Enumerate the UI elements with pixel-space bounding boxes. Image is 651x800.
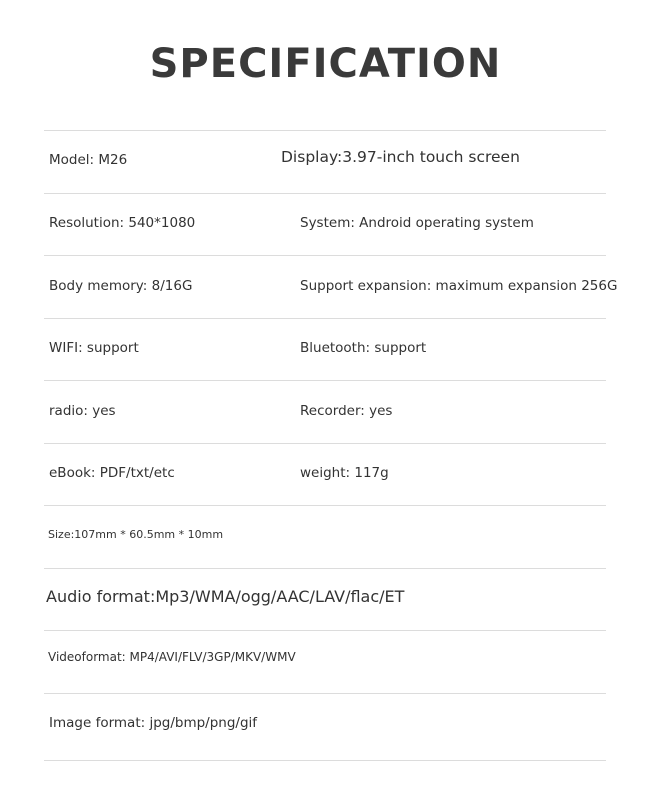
spec-system: System: Android operating system bbox=[300, 215, 534, 231]
divider bbox=[44, 318, 606, 319]
divider bbox=[44, 760, 606, 761]
spec-body-memory: Body memory: 8/16G bbox=[49, 278, 193, 294]
divider bbox=[44, 568, 606, 569]
spec-support-expansion: Support expansion: maximum expansion 256G bbox=[300, 278, 618, 294]
divider bbox=[44, 505, 606, 506]
spec-image-format: Image format: jpg/bmp/png/gif bbox=[49, 715, 258, 731]
spec-model: Model: M26 bbox=[49, 152, 128, 168]
divider bbox=[44, 693, 606, 694]
spec-size: Size:107mm * 60.5mm * 10mm bbox=[48, 528, 224, 541]
divider bbox=[44, 255, 606, 256]
spec-radio: radio: yes bbox=[49, 403, 116, 419]
spec-ebook: eBook: PDF/txt/etc bbox=[49, 465, 175, 481]
divider bbox=[44, 380, 606, 381]
spec-recorder: Recorder: yes bbox=[300, 403, 393, 419]
spec-bluetooth: Bluetooth: support bbox=[300, 340, 427, 356]
spec-display: Display:3.97-inch touch screen bbox=[281, 148, 520, 166]
divider bbox=[44, 630, 606, 631]
divider bbox=[44, 443, 606, 444]
page-title: SPECIFICATION bbox=[149, 41, 502, 87]
divider bbox=[44, 193, 606, 194]
spec-weight: weight: 117g bbox=[300, 465, 389, 481]
spec-video-format: Videoformat: MP4/AVI/FLV/3GP/MKV/WMV bbox=[48, 650, 296, 664]
spec-wifi: WIFI: support bbox=[49, 340, 139, 356]
spec-resolution: Resolution: 540*1080 bbox=[49, 215, 196, 231]
divider bbox=[44, 130, 606, 131]
spec-audio-format: Audio format:Mp3/WMA/ogg/AAC/LAV/flac/ET bbox=[46, 587, 405, 606]
